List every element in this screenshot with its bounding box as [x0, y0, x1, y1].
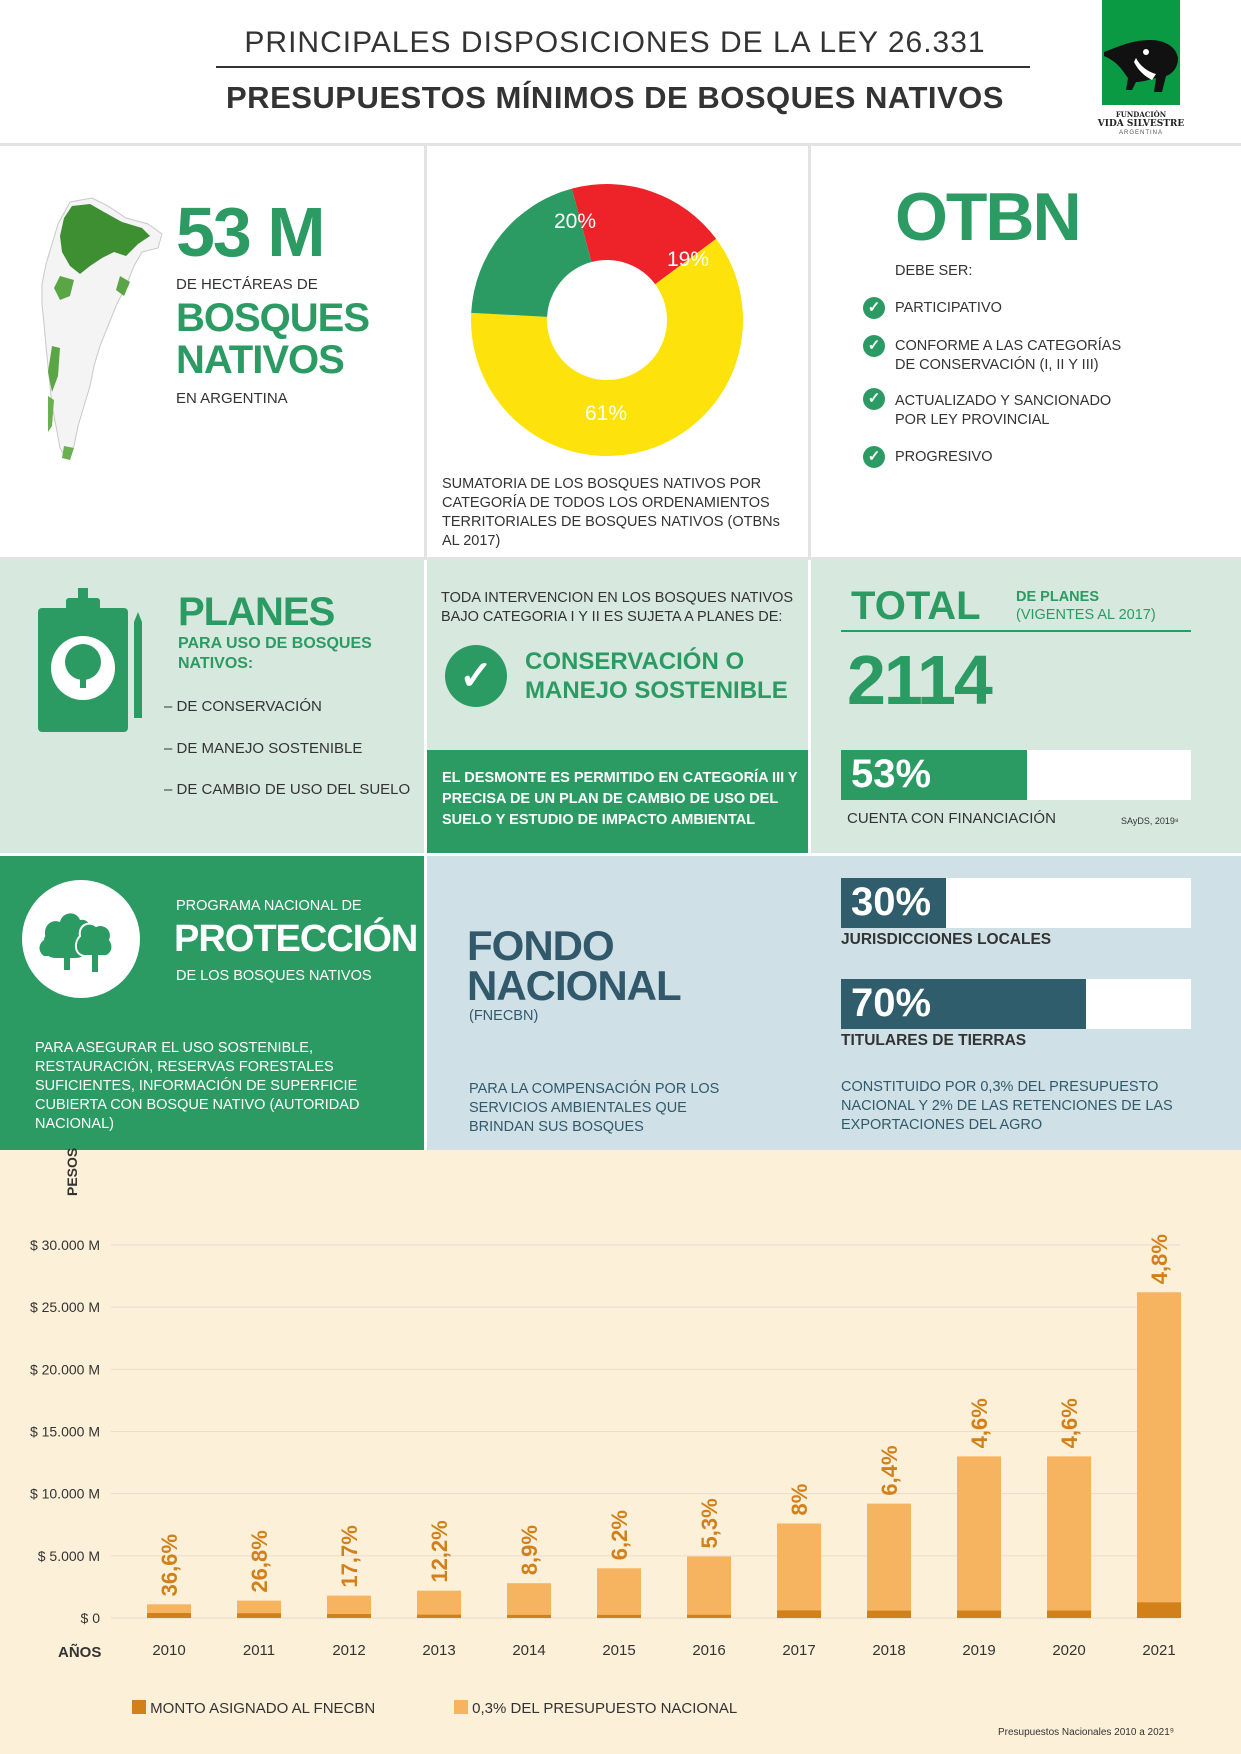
juris-bar-fill — [841, 878, 946, 928]
financing-pct-label: 53% — [851, 752, 932, 796]
bar-data-label: 8% — [787, 1483, 812, 1516]
otbn-item: PARTICIPATIVO — [895, 300, 1002, 316]
titulares-pct-label: 70% — [851, 981, 932, 1025]
fondo-line-1: FONDO — [467, 922, 614, 969]
donut-label-yellow: 61% — [585, 402, 628, 425]
bar-fnecbn — [957, 1611, 1001, 1618]
bar-presupuesto — [597, 1568, 641, 1618]
x-tick-label: 2011 — [242, 1642, 276, 1659]
total-label: TOTAL — [851, 584, 981, 628]
proteccion-description: PARA ASEGURAR EL USO SOSTENIBLE, RESTAURACIÓN, RESERVAS FORESTALES SUFICIENTES, INFORMACIÓN DE SUPERFICIE CUBIERTA CON BOSQUE NATIVO (AUTORIDAD NACIONAL) — [35, 1040, 360, 1132]
x-tick-label: 2010 — [152, 1642, 186, 1659]
planes-item: – DE CONSERVACIÓN — [164, 698, 322, 715]
check-icon: ✓ — [863, 446, 885, 468]
proteccion-big: PROTECCIÓN — [174, 918, 418, 960]
conservation-line-1: CONSERVACIÓN O — [525, 648, 745, 675]
legend-label: 0,3% DEL PRESUPUESTO NACIONAL — [472, 1700, 738, 1717]
legend-swatch-light — [454, 1700, 468, 1714]
header — [0, 0, 1241, 145]
title-rule-top — [216, 66, 1030, 68]
fondo-line-2: NACIONAL — [467, 962, 681, 1009]
logo-line-2: VIDA SILVESTRE — [1097, 119, 1185, 129]
total-panel — [811, 560, 1241, 855]
otbn-title: OTBN — [895, 179, 1080, 255]
trees-circle — [22, 880, 140, 998]
desmonte-panel — [427, 750, 810, 855]
fondo-panel — [427, 856, 1241, 1150]
bar-fnecbn — [1047, 1611, 1091, 1618]
page-subtitle: PRESUPUESTOS MÍNIMOS DE BOSQUES NATIVOS — [226, 80, 1004, 115]
bar-data-label: 36,6% — [157, 1533, 182, 1597]
planes-panel — [0, 560, 424, 855]
otbn-item: PROGRESIVO — [895, 449, 993, 465]
bar-data-label: 5,3% — [697, 1498, 722, 1549]
otbn-panel — [811, 146, 1241, 559]
logo-line-3: ARGENTINA — [1118, 130, 1163, 136]
bar-data-label: 8,9% — [517, 1525, 542, 1576]
logo-line-1: FUNDACIÓN — [1115, 110, 1167, 119]
x-tick-label: 2020 — [1052, 1642, 1086, 1659]
proteccion-panel — [0, 856, 424, 1150]
legend-label: MONTO ASIGNADO AL FNECBN — [150, 1700, 376, 1717]
chart-source: Presupuestos Nacionales 2010 a 2021⁹ — [998, 1727, 1175, 1738]
x-tick-label: 2021 — [1142, 1642, 1176, 1659]
bar-fnecbn — [777, 1610, 821, 1618]
y-tick-label: $ 30.000 M — [29, 1237, 100, 1253]
x-tick-label: 2014 — [512, 1642, 546, 1659]
x-tick-label: 2016 — [692, 1642, 726, 1659]
planes-item: – DE MANEJO SOSTENIBLE — [164, 740, 363, 757]
fondo-abbr: (FNECBN) — [469, 1008, 539, 1024]
bar-data-label: 4,8% — [1147, 1234, 1172, 1285]
bar-fnecbn — [1137, 1602, 1181, 1618]
y-tick-label: $ 20.000 M — [29, 1361, 100, 1378]
bar-data-label: 4,6% — [1057, 1398, 1082, 1449]
legend-item-presupuesto — [454, 1700, 737, 1717]
clipboard-tree-icon — [38, 588, 148, 732]
planes-item-label: DE CONSERVACIÓN — [176, 698, 322, 715]
bar-fnecbn — [237, 1613, 281, 1618]
anteater-icon — [1102, 0, 1180, 105]
trees-icon — [22, 880, 140, 998]
bar-presupuesto — [957, 1456, 1001, 1618]
bosques-panel — [0, 146, 424, 559]
check-icon: ✓ — [863, 335, 885, 357]
proteccion-line-1: PROGRAMA NACIONAL DE — [176, 898, 362, 914]
logo — [1097, 0, 1185, 140]
x-tick-label: 2013 — [422, 1642, 456, 1659]
legend-item-fnecbn — [132, 1700, 375, 1717]
checkmark-circle-icon: ✓ — [445, 645, 507, 707]
intervention-panel — [427, 560, 810, 750]
x-tick-label: 2019 — [962, 1642, 996, 1659]
bar-fnecbn — [327, 1614, 371, 1618]
y-tick-label: $ 15.000 M — [29, 1423, 100, 1440]
desmonte-text: EL DESMONTE ES PERMITIDO EN CATEGORÍA III Y PRECISA DE UN PLAN DE CAMBIO DE USO DEL SUELO Y ESTUDIO DE IMPACTO AMBIENTAL — [442, 770, 798, 828]
total-rule — [841, 630, 1191, 632]
planes-item-label: DE MANEJO SOSTENIBLE — [176, 740, 363, 757]
bar-data-label: 12,2% — [427, 1520, 452, 1583]
donut-panel — [427, 146, 810, 559]
bar-fnecbn — [507, 1615, 551, 1618]
x-tick-label: 2018 — [872, 1642, 906, 1659]
bosques-line-1: DE HECTÁREAS DE — [176, 276, 318, 293]
financing-text: CUENTA CON FINANCIACIÓN — [847, 810, 1056, 827]
bar-data-label: 17,7% — [337, 1525, 362, 1588]
x-tick-label: 2017 — [782, 1642, 816, 1659]
bar-fnecbn — [417, 1615, 461, 1618]
logo-green-block — [1102, 0, 1180, 105]
x-tick-label: 2012 — [332, 1642, 366, 1659]
bar-presupuesto — [777, 1524, 821, 1618]
budget-bar-chart — [0, 1147, 1241, 1754]
bosques-big-number: 53 M — [176, 193, 324, 271]
proteccion-line-2: DE LOS BOSQUES NATIVOS — [176, 968, 372, 984]
bar-presupuesto — [417, 1591, 461, 1618]
y-tick-label: $ 0 — [80, 1610, 100, 1626]
titulares-text: TITULARES DE TIERRAS — [841, 1032, 1027, 1049]
juris-text: JURISDICCIONES LOCALES — [841, 931, 1052, 948]
bar-presupuesto — [867, 1504, 911, 1618]
bar-presupuesto — [1137, 1292, 1181, 1618]
bar-data-label: 4,6% — [967, 1398, 992, 1449]
argentina-map-icon — [30, 196, 170, 466]
check-icon: ✓ — [863, 388, 885, 410]
titulares-bar — [841, 979, 1191, 1029]
bar-presupuesto — [1047, 1456, 1091, 1618]
check-icon: ✓ — [863, 297, 885, 319]
donut-slice-green — [471, 189, 591, 317]
intervention-text: TODA INTERVENCION EN LOS BOSQUES NATIVOS BAJO CATEGORIA I Y II ES SUJETA A PLANES DE: — [441, 590, 794, 625]
otbn-item: ACTUALIZADO Y SANCIONADO POR LEY PROVINCIAL — [895, 393, 1112, 428]
bar-presupuesto — [687, 1556, 731, 1618]
financing-source: SAyDS, 2019⁸ — [1121, 816, 1179, 826]
fondo-description: PARA LA COMPENSACIÓN POR LOS SERVICIOS AMBIENTALES QUE BRINDAN SUS BOSQUES — [469, 1081, 720, 1135]
planes-item: – DE CAMBIO DE USO DEL SUELO — [164, 781, 411, 798]
bosques-big-word-1: BOSQUES — [176, 296, 370, 340]
bosques-big-word-2: NATIVOS — [176, 338, 344, 382]
donut-label-green: 20% — [554, 210, 597, 233]
bar-data-label: 6,2% — [607, 1510, 632, 1561]
bar-fnecbn — [147, 1613, 191, 1618]
otbn-intro: DEBE SER: — [895, 263, 973, 279]
donut-caption: SUMATORIA DE LOS BOSQUES NATIVOS POR CATEGORÍA DE TODOS LOS ORDENAMIENTOS TERRITORIALES DE BOSQUES NATIVOS (OTBNs AL 2017) — [442, 476, 780, 549]
conservation-line-2: MANEJO SOSTENIBLE — [525, 677, 788, 704]
fondo-constituted: CONSTITUIDO POR 0,3% DEL PRESUPUESTO NACIONAL Y 2% DE LAS RETENCIONES DE LAS EXPORTACIONES DEL AGRO — [841, 1079, 1173, 1133]
bar-fnecbn — [867, 1611, 911, 1618]
total-sub-1: DE PLANES — [1016, 589, 1099, 605]
juris-bar — [841, 878, 1191, 928]
bar-fnecbn — [687, 1615, 731, 1618]
bar-data-label: 26,8% — [247, 1530, 272, 1593]
bar-presupuesto — [507, 1583, 551, 1618]
chart-ylabel: PESOS — [64, 1147, 80, 1196]
y-tick-label: $ 10.000 M — [29, 1485, 100, 1502]
x-tick-label: 2015 — [602, 1642, 636, 1659]
juris-pct-label: 30% — [851, 880, 932, 924]
bar-fnecbn — [597, 1615, 641, 1618]
bosques-line-2: EN ARGENTINA — [176, 390, 288, 407]
financing-bar — [841, 750, 1191, 800]
otbn-item: CONFORME A LAS CATEGORÍAS DE CONSERVACIÓN (I, II Y III) — [895, 338, 1122, 373]
chart-xlabel: AÑOS — [58, 1644, 102, 1661]
planes-title: PLANES — [178, 590, 335, 634]
donut-label-red: 19% — [667, 248, 710, 271]
page-title: PRINCIPALES DISPOSICIONES DE LA LEY 26.331 — [244, 26, 986, 59]
bar-data-label: 6,4% — [877, 1445, 902, 1496]
legend-swatch-dark — [132, 1700, 146, 1714]
y-tick-label: $ 25.000 M — [29, 1299, 100, 1316]
y-tick-label: $ 5.000 M — [37, 1547, 100, 1564]
total-value: 2114 — [847, 641, 991, 719]
financing-bar-fill — [841, 750, 1027, 800]
planes-subtitle: PARA USO DE BOSQUES NATIVOS: — [178, 635, 372, 672]
titulares-bar-fill — [841, 979, 1086, 1029]
total-sub-2: (VIGENTES AL 2017) — [1016, 607, 1156, 623]
planes-item-label: DE CAMBIO DE USO DEL SUELO — [176, 781, 411, 798]
